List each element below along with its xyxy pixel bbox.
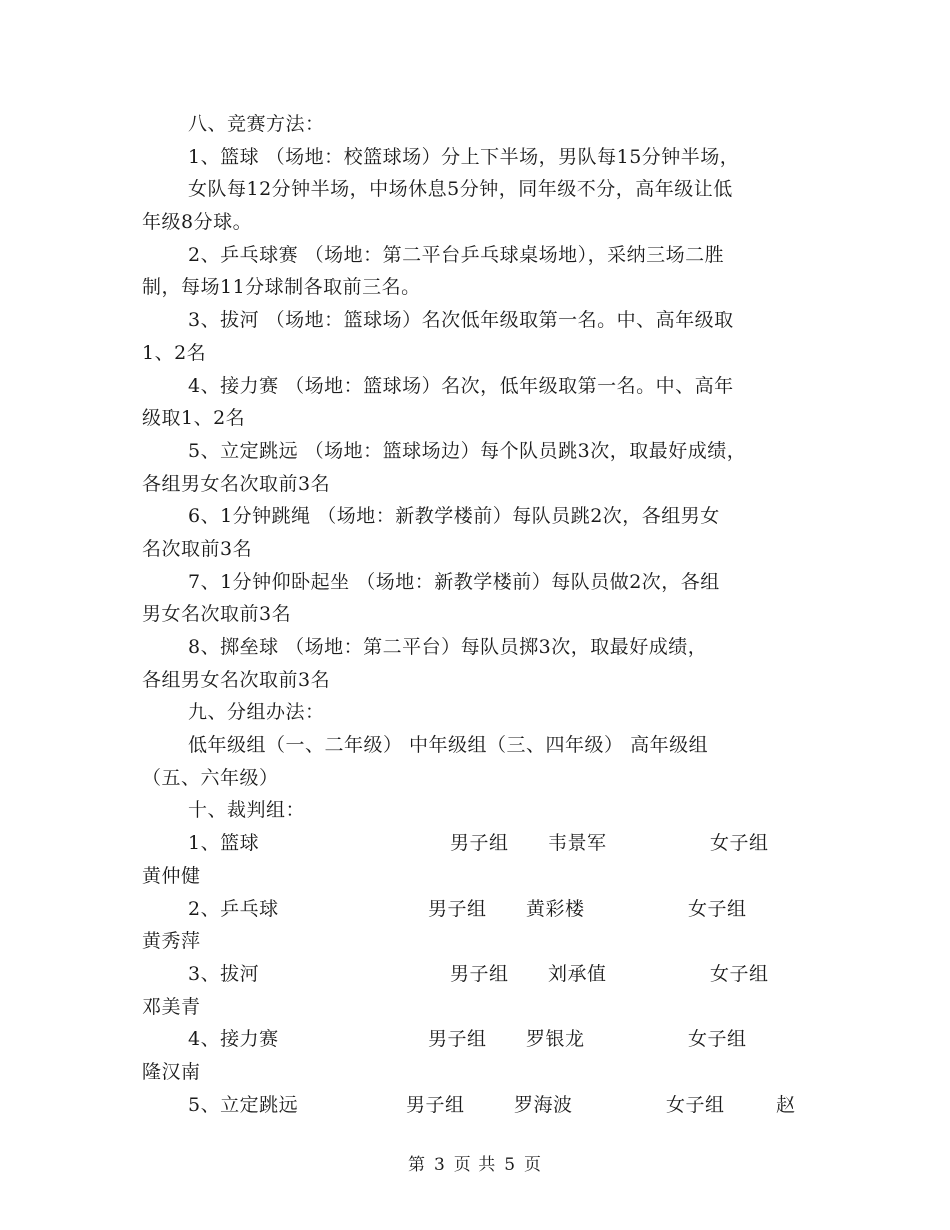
female-group-label: 女子组 xyxy=(710,832,769,855)
referee-item: 3、拔河 xyxy=(188,962,260,985)
male-referee-name: 刘承值 xyxy=(548,962,607,985)
paragraph-line: 级取1、2名 xyxy=(142,407,246,430)
document-body xyxy=(142,108,814,1121)
paragraph-line: 1、篮球 （场地：校篮球场）分上下半场，男队每15分钟半场， xyxy=(188,145,740,168)
current-page-number: 3 xyxy=(433,1155,446,1175)
female-group-label: 女子组 xyxy=(688,1028,747,1051)
referee-item: 4、接力赛 xyxy=(188,1028,279,1051)
paragraph-line: 年级8分球。 xyxy=(142,211,253,234)
paragraph-line: 5、立定跳远 （场地：篮球场边）每个队员跳3次，取最好成绩， xyxy=(188,439,747,462)
paragraph-line: 女队每12分钟半场，中场休息5分钟，同年级不分，高年级让低 xyxy=(188,178,733,201)
referee-female-name-line: 黄秀萍 xyxy=(142,930,201,953)
paragraph-line: 2、乒乓球赛 （场地：第二平台乒乓球桌场地），采纳三场二胜 xyxy=(188,243,725,266)
referee-female-name-line: 黄仲健 xyxy=(142,864,201,887)
section-heading-grouping: 九、分组办法： xyxy=(188,701,325,724)
referee-item: 1、篮球 xyxy=(188,832,260,855)
paragraph-line: 各组男女名次取前3名 xyxy=(142,668,331,691)
referee-row-relay xyxy=(142,1023,814,1056)
female-referee-name: 赵 xyxy=(776,1093,796,1116)
male-group-label: 男子组 xyxy=(428,897,487,920)
total-page-count: 5 xyxy=(504,1155,517,1175)
footer-mid: 页 共 xyxy=(453,1155,497,1175)
referee-female-name-line: 邓美青 xyxy=(142,995,201,1018)
male-referee-name: 罗海波 xyxy=(514,1093,573,1116)
referee-row-standing-long-jump xyxy=(142,1089,814,1122)
female-group-label: 女子组 xyxy=(666,1093,725,1116)
paragraph-line: 各组男女名次取前3名 xyxy=(142,472,331,495)
referee-item: 2、乒乓球 xyxy=(188,897,279,920)
male-referee-name: 韦景军 xyxy=(548,832,607,855)
referee-row-tug-of-war xyxy=(142,958,814,991)
referee-item: 5、立定跳远 xyxy=(188,1093,299,1116)
paragraph-line: 1、2名 xyxy=(142,341,207,364)
female-group-label: 女子组 xyxy=(688,897,747,920)
paragraph-line: 男女名次取前3名 xyxy=(142,603,292,626)
paragraph-line: 6、1分钟跳绳 （场地：新教学楼前）每队员跳2次，各组男女 xyxy=(188,505,720,528)
male-group-label: 男子组 xyxy=(406,1093,465,1116)
section-heading-competition-methods: 八、竞赛方法： xyxy=(188,113,325,135)
paragraph-line: 3、拔河 （场地：篮球场）名次低年级取第一名。中、高年级取 xyxy=(188,309,734,332)
paragraph-line: 低年级组（一、二年级） 中年级组（三、四年级） 高年级组 xyxy=(188,734,709,757)
male-group-label: 男子组 xyxy=(450,962,509,985)
paragraph-line: 名次取前3名 xyxy=(142,537,253,560)
paragraph-line: 制，每场11分球制各取前三名。 xyxy=(142,276,421,299)
male-group-label: 男子组 xyxy=(428,1028,487,1051)
male-referee-name: 罗银龙 xyxy=(526,1028,585,1051)
referee-female-name-line: 隆汉南 xyxy=(142,1060,201,1083)
page-footer xyxy=(0,1150,950,1175)
paragraph-line: 4、接力赛 （场地：篮球场）名次，低年级取第一名。中、高年 xyxy=(188,374,734,397)
male-referee-name: 黄彩楼 xyxy=(526,897,585,920)
referee-row-table-tennis xyxy=(142,893,814,926)
referee-row-basketball xyxy=(142,827,814,860)
paragraph-line: （五、六年级） xyxy=(142,766,279,789)
section-heading-referees: 十、裁判组： xyxy=(188,799,306,822)
paragraph-line: 8、掷垒球 （场地：第二平台）每队员掷3次，取最好成绩， xyxy=(188,636,708,658)
paragraph-line: 7、1分钟仰卧起坐 （场地：新教学楼前）每队员做2次，各组 xyxy=(188,570,720,593)
female-group-label: 女子组 xyxy=(710,962,769,985)
footer-suffix: 页 xyxy=(524,1155,543,1175)
male-group-label: 男子组 xyxy=(450,832,509,855)
footer-prefix: 第 xyxy=(407,1155,426,1175)
